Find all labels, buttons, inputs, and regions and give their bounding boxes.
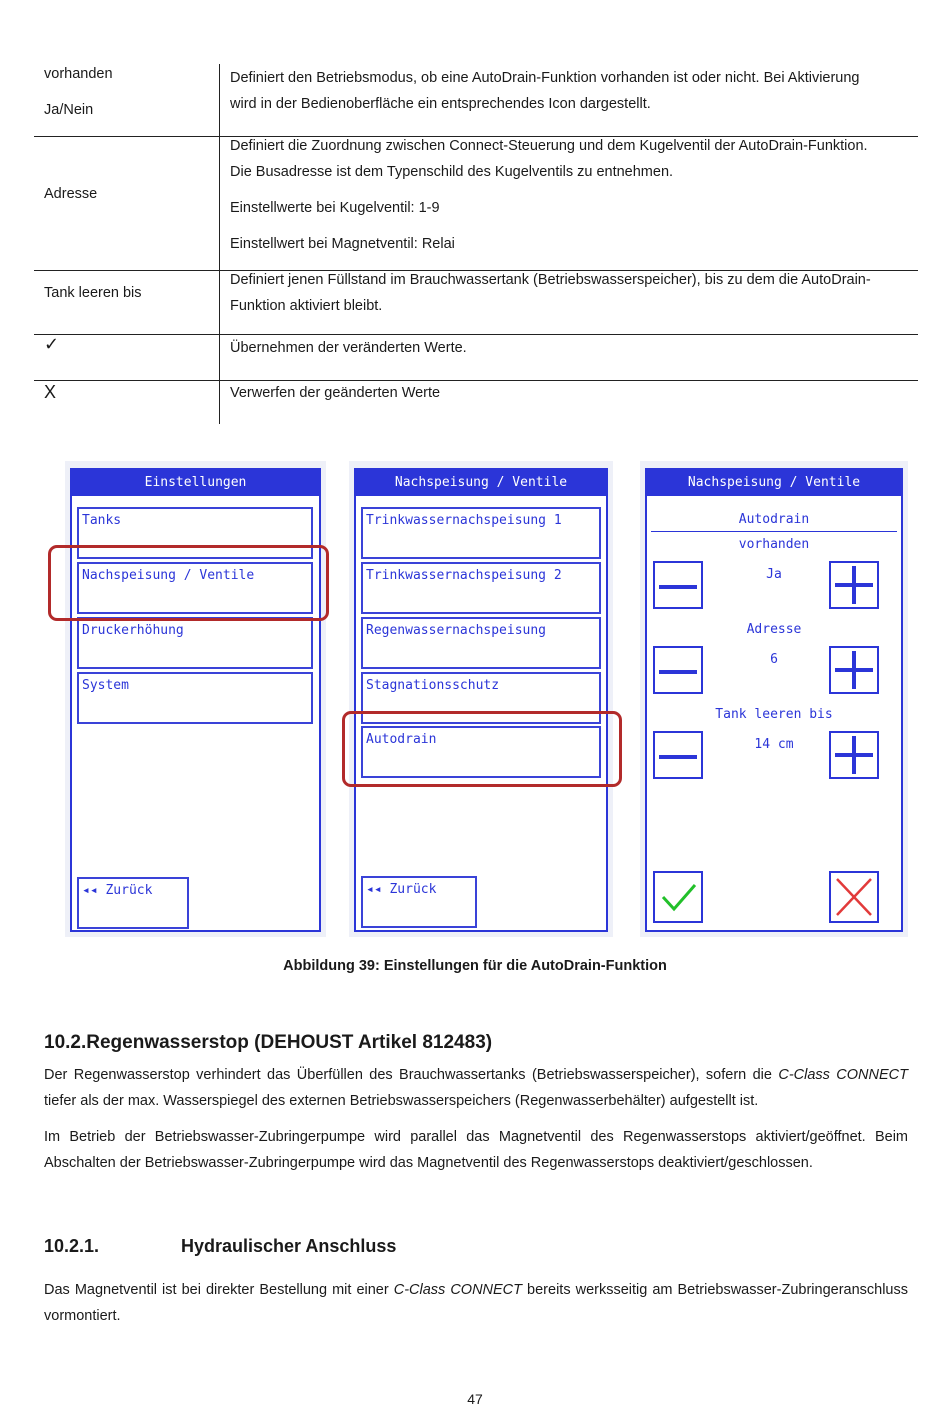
paragraph-text: Das Magnetventil ist bei direkter Bestellung mit einer (44, 1282, 394, 1298)
minus-icon (655, 733, 701, 777)
table-cell-text: Verwerfen der geänderten Werte (230, 385, 441, 401)
screen-frame (354, 468, 608, 932)
table-row-label (44, 331, 214, 357)
table-row-label (44, 280, 214, 306)
minus-icon (655, 648, 701, 692)
autodrain-heading: Autodrain (738, 512, 810, 527)
autodrain-screen (640, 461, 908, 937)
confirm-button[interactable] (653, 871, 703, 923)
divider (651, 531, 897, 532)
plus-icon (831, 733, 877, 777)
section-paragraph-2: Im Betrieb der Betriebswasser-Zubringerpumpe wird parallel das Magnetventil des Regenwasserstops aktiviert/geöffnet. Beim Abschalten der Betriebswasser-Zubringerpumpe wird das Magnetventil des Regenwasserstops deaktiviert/geschlossen. (44, 1129, 908, 1171)
table-cell-text: Tank leeren bis (44, 285, 142, 301)
table-cell-text: Ja/Nein (44, 102, 94, 118)
screen-frame (70, 468, 321, 932)
close-icon (831, 873, 877, 921)
address-value: 6 (770, 652, 778, 667)
menu-item-autodrain[interactable]: Autodrain (361, 726, 601, 778)
table-cell-text: wird in der Bedienoberfläche ein entsprechendes Icon dargestellt. (230, 96, 651, 112)
highlight-frame (48, 545, 329, 621)
screen-title: Einstellungen (72, 470, 319, 496)
menu-item-system[interactable]: System (77, 672, 313, 724)
tank-empty-label: Tank leeren bis (715, 707, 833, 722)
minus-icon (655, 563, 701, 607)
table-row-description (230, 267, 910, 319)
paragraph-text: bereits werksseitig am Betriebswasser-Zubringeranschluss vormontiert. (44, 1282, 908, 1324)
menu-item-tanks[interactable]: Tanks (77, 507, 313, 559)
table-cell-text: Übernehmen der veränderten Werte. (230, 340, 467, 356)
table-cell-text: Die Busadresse ist dem Typenschild des Kugelventils zu entnehmen. (230, 164, 674, 180)
table-cell-text: Definiert den Betriebsmodus, ob eine AutoDrain-Funktion vorhanden ist oder nicht. Bei Aktivierung (230, 70, 860, 86)
present-label: vorhanden (738, 537, 810, 552)
increase-present-button[interactable] (829, 561, 879, 609)
table-cell-text: Definiert die Zuordnung zwischen Connect-Steuerung und dem Kugelventil der AutoDrain-Funktion. (230, 138, 868, 154)
present-value: Ja (766, 567, 782, 582)
screen-frame (645, 468, 903, 932)
menu-item-stagnationsschutz[interactable]: Stagnationsschutz (361, 672, 601, 724)
increase-tank-button[interactable] (829, 731, 879, 779)
increase-address-button[interactable] (829, 646, 879, 694)
menu-item-regenwasser[interactable]: Regenwassernachspeisung (361, 617, 601, 669)
table-row-label (44, 379, 214, 405)
table-column-divider (219, 64, 220, 424)
section-heading: 10.2.Regenwasserstop (DEHOUST Artikel 812483) (44, 1032, 493, 1053)
table-row-description (230, 335, 910, 361)
table-row-label (44, 61, 214, 123)
menu-item-trinkwasser-1[interactable]: Trinkwassernachspeisung 1 (361, 507, 601, 559)
page-number: 47 (467, 1391, 483, 1407)
subsection-number: 10.2.1. (44, 1236, 100, 1256)
plus-icon (831, 648, 877, 692)
checkmark-icon (655, 873, 701, 921)
checkmark-icon: ✓ (44, 334, 60, 354)
highlight-frame (342, 711, 622, 787)
table-row-label (44, 181, 214, 207)
plus-icon (831, 563, 877, 607)
subsection-title: Hydraulischer Anschluss (181, 1236, 397, 1256)
figure-caption: Abbildung 39: Einstellungen für die AutoDrain-Funktion (283, 958, 667, 974)
table-cell-text: Einstellwerte bei Kugelventil: 1-9 (230, 200, 440, 216)
menu-item-trinkwasser-2[interactable]: Trinkwassernachspeisung 2 (361, 562, 601, 614)
subsection-paragraph (44, 1277, 908, 1329)
definition-table (34, 64, 918, 424)
back-button[interactable]: ◂◂ Zurück (77, 877, 189, 929)
menu-item-druckerhoehung[interactable]: Druckerhöhung (77, 617, 313, 669)
back-button[interactable]: ◂◂ Zurück (361, 876, 477, 928)
table-row-description (230, 380, 910, 406)
table-row-description (230, 65, 910, 117)
paragraph-text: tiefer als der max. Wasserspiegel des externen Betriebswasserspeichers (Regenwasserbehälter) aufgestellt ist. (44, 1093, 759, 1109)
cancel-button[interactable] (829, 871, 879, 923)
section-paragraph-1 (44, 1062, 908, 1114)
table-cell-text: vorhanden (44, 66, 113, 82)
valves-screen (349, 461, 613, 937)
screen-title: Nachspeisung / Ventile (356, 470, 606, 496)
table-cell-text: Definiert jenen Füllstand im Brauchwassertank (Betriebswasserspeicher), bis zu dem die AutoDrain- (230, 272, 871, 288)
decrease-tank-button[interactable] (653, 731, 703, 779)
x-symbol: X (44, 382, 57, 402)
address-label: Adresse (746, 622, 802, 637)
product-name: C-Class (778, 1067, 830, 1083)
decrease-present-button[interactable] (653, 561, 703, 609)
table-row-description (230, 133, 910, 257)
menu-item-nachspeisung[interactable]: Nachspeisung / Ventile (77, 562, 313, 614)
tank-empty-value: 14 cm (754, 737, 794, 752)
table-cell-text: Funktion aktiviert bleibt. (230, 298, 383, 314)
screen-title: Nachspeisung / Ventile (647, 470, 901, 496)
settings-screen (65, 461, 326, 937)
table-cell-text: Adresse (44, 186, 98, 202)
decrease-address-button[interactable] (653, 646, 703, 694)
product-name: CONNECT (836, 1067, 908, 1083)
table-cell-text: Einstellwert bei Magnetventil: Relai (230, 236, 455, 252)
paragraph-text: Der Regenwasserstop verhindert das Überfüllen des Brauchwassertanks (Betriebswasserspeicher), sofern die (44, 1067, 779, 1083)
product-name: C-Class CONNECT (393, 1282, 523, 1298)
